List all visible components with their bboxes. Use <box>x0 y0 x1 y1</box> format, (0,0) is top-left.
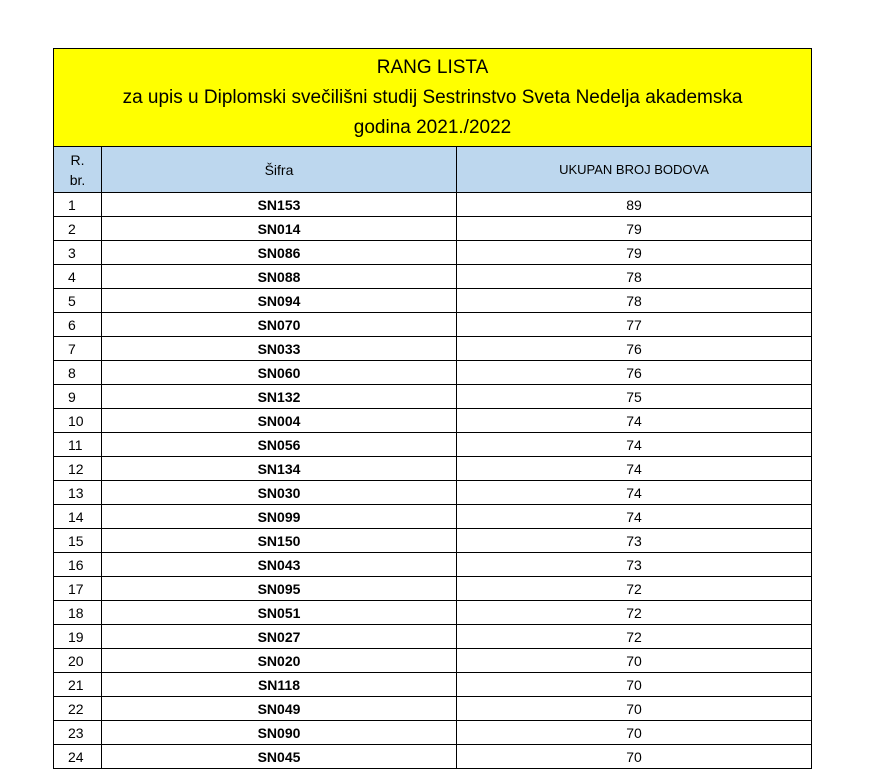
header-code: Šifra <box>102 147 457 193</box>
code-cell: SN095 <box>102 577 457 601</box>
points-cell: 70 <box>457 673 812 697</box>
code-cell: SN090 <box>102 721 457 745</box>
points-cell: 74 <box>457 505 812 529</box>
table-row <box>54 553 812 577</box>
rank-cell: 22 <box>54 697 102 721</box>
points-cell: 78 <box>457 289 812 313</box>
code-cell: SN150 <box>102 529 457 553</box>
code-cell: SN051 <box>102 601 457 625</box>
table-row <box>54 649 812 673</box>
table-row <box>54 361 812 385</box>
table-row <box>54 385 812 409</box>
ranking-sheet <box>53 48 811 769</box>
points-cell: 70 <box>457 721 812 745</box>
code-cell: SN099 <box>102 505 457 529</box>
table-row <box>54 481 812 505</box>
points-cell: 78 <box>457 265 812 289</box>
table-row <box>54 313 812 337</box>
code-cell: SN094 <box>102 289 457 313</box>
code-cell: SN043 <box>102 553 457 577</box>
code-cell: SN004 <box>102 409 457 433</box>
code-cell: SN030 <box>102 481 457 505</box>
rank-cell: 1 <box>54 193 102 217</box>
table-row <box>54 601 812 625</box>
code-cell: SN134 <box>102 457 457 481</box>
points-cell: 72 <box>457 601 812 625</box>
header-rank-line2: br. <box>69 171 86 188</box>
rank-cell: 20 <box>54 649 102 673</box>
rank-cell: 2 <box>54 217 102 241</box>
points-cell: 70 <box>457 649 812 673</box>
code-cell: SN153 <box>102 193 457 217</box>
rank-cell: 11 <box>54 433 102 457</box>
ranking-table <box>53 48 812 769</box>
code-cell: SN086 <box>102 241 457 265</box>
points-cell: 77 <box>457 313 812 337</box>
rank-cell: 8 <box>54 361 102 385</box>
code-cell: SN033 <box>102 337 457 361</box>
table-row <box>54 265 812 289</box>
table-row <box>54 409 812 433</box>
table-row <box>54 577 812 601</box>
table-row <box>54 697 812 721</box>
rank-cell: 17 <box>54 577 102 601</box>
rank-cell: 12 <box>54 457 102 481</box>
points-cell: 70 <box>457 745 812 769</box>
table-row <box>54 505 812 529</box>
rank-cell: 10 <box>54 409 102 433</box>
code-cell: SN049 <box>102 697 457 721</box>
rank-cell: 24 <box>54 745 102 769</box>
table-row <box>54 433 812 457</box>
points-cell: 73 <box>457 553 812 577</box>
title-main: RANG LISTA <box>376 56 489 78</box>
points-cell: 74 <box>457 409 812 433</box>
title-subtitle: za upis u Diplomski svečilišni studij Sestrinstvo Sveta Nedelja akademska <box>122 86 743 108</box>
rank-cell: 14 <box>54 505 102 529</box>
code-cell: SN045 <box>102 745 457 769</box>
code-cell: SN070 <box>102 313 457 337</box>
points-cell: 74 <box>457 457 812 481</box>
points-cell: 72 <box>457 577 812 601</box>
table-row <box>54 217 812 241</box>
table-row <box>54 337 812 361</box>
points-cell: 89 <box>457 193 812 217</box>
points-cell: 76 <box>457 361 812 385</box>
rank-cell: 3 <box>54 241 102 265</box>
rank-cell: 15 <box>54 529 102 553</box>
code-cell: SN060 <box>102 361 457 385</box>
rank-cell: 9 <box>54 385 102 409</box>
rank-cell: 19 <box>54 625 102 649</box>
rank-cell: 13 <box>54 481 102 505</box>
header-total: UKUPAN BROJ BODOVA <box>457 147 812 193</box>
table-row <box>54 721 812 745</box>
points-cell: 70 <box>457 697 812 721</box>
title-year: godina 2021./2022 <box>353 116 512 138</box>
rank-cell: 6 <box>54 313 102 337</box>
code-cell: SN014 <box>102 217 457 241</box>
points-cell: 75 <box>457 385 812 409</box>
code-cell: SN118 <box>102 673 457 697</box>
table-row <box>54 625 812 649</box>
points-cell: 73 <box>457 529 812 553</box>
rank-cell: 18 <box>54 601 102 625</box>
points-cell: 76 <box>457 337 812 361</box>
table-row <box>54 673 812 697</box>
rank-cell: 23 <box>54 721 102 745</box>
table-row <box>54 241 812 265</box>
header-row <box>54 147 812 193</box>
code-cell: SN132 <box>102 385 457 409</box>
code-cell: SN088 <box>102 265 457 289</box>
table-row <box>54 529 812 553</box>
code-cell: SN020 <box>102 649 457 673</box>
code-cell: SN027 <box>102 625 457 649</box>
table-row <box>54 745 812 769</box>
table-row <box>54 457 812 481</box>
points-cell: 79 <box>457 241 812 265</box>
rank-cell: 5 <box>54 289 102 313</box>
code-cell: SN056 <box>102 433 457 457</box>
rank-cell: 7 <box>54 337 102 361</box>
header-rank <box>54 147 102 193</box>
points-cell: 79 <box>457 217 812 241</box>
title-block <box>54 49 812 147</box>
rank-cell: 21 <box>54 673 102 697</box>
points-cell: 72 <box>457 625 812 649</box>
rank-cell: 16 <box>54 553 102 577</box>
rank-cell: 4 <box>54 265 102 289</box>
table-row <box>54 289 812 313</box>
points-cell: 74 <box>457 481 812 505</box>
points-cell: 74 <box>457 433 812 457</box>
header-rank-line1: R. <box>70 151 85 168</box>
table-row <box>54 193 812 217</box>
